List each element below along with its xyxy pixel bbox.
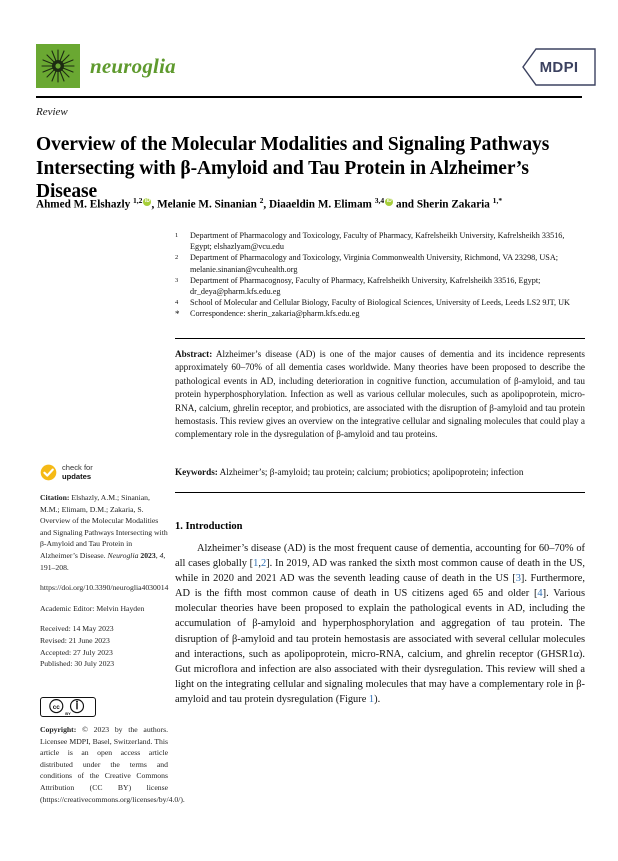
academic-editor: Academic Editor: Melvin Hayden	[40, 603, 145, 613]
publication-dates	[40, 623, 168, 669]
affiliation-marker: 1	[175, 232, 179, 239]
affiliation-text: Department of Pharmacology and Toxicology, Faculty of Pharmacy, Kafrelsheikh University, Kafrelsheikh 33516, Egypt; elshazlyam@vcu.edu	[190, 231, 565, 252]
affiliation-row	[175, 252, 585, 274]
affiliation-text: Department of Pharmacognosy, Faculty of Pharmacy, Kafrelsheikh University, Kafrelsheikh 33516, Egypt; dr_deya@pharm.kfs.edu.eg	[190, 275, 541, 297]
page-header	[36, 44, 582, 90]
abstract-divider-bottom	[175, 492, 585, 493]
check-circle-icon	[40, 464, 57, 481]
publication-date-line: Revised: 21 June 2023	[40, 635, 110, 645]
article-metadata-sidebar	[40, 492, 168, 679]
doi-link[interactable]: https://doi.org/10.3390/neuroglia4030014	[40, 583, 169, 593]
cfu-line-1: check for	[62, 463, 93, 472]
cfu-line-2: updates	[62, 472, 92, 481]
mdpi-logo[interactable]	[522, 48, 596, 86]
keywords-block	[175, 466, 585, 479]
neuroglia-neuron-icon	[36, 44, 80, 88]
keywords-text: Alzheimer’s; β-amyloid; tau protein; calcium; probiotics; apolipoprotein; infection	[219, 467, 524, 477]
section-heading-introduction: 1. Introduction	[175, 521, 243, 532]
orcid-icon[interactable]	[385, 198, 393, 206]
affiliation-text: School of Molecular and Cellular Biology, Faculty of Biological Sciences, University of Leeds, Leeds LS2 9JT, UK	[190, 298, 570, 308]
creative-commons-badge[interactable]	[40, 697, 96, 717]
article-type-label: Review	[36, 106, 68, 118]
copyright-notice: Copyright: © 2023 by the authors. Licensee MDPI, Basel, Switzerland. This article is an open access article distributed under the terms and conditions of the Creative Commons Attribution (CC BY) license (https://creativecommons.org/licenses/by/4.0/).	[40, 725, 185, 804]
affiliation-text: Correspondence: sherin_zakaria@pharm.kfs.edu.eg	[190, 309, 360, 319]
keywords-label: Keywords:	[175, 467, 218, 477]
abstract-divider-top	[175, 338, 585, 339]
affiliation-row	[175, 308, 585, 320]
publication-date-line: Published: 30 July 2023	[40, 659, 115, 669]
abstract-label: Abstract:	[175, 349, 213, 359]
check-for-updates-badge[interactable]	[40, 463, 93, 481]
affiliation-text: Department of Pharmacology and Toxicology, Virginia Commonwealth University, Richmond, VA 23298, USA; melanie.sinanian@vcuhealth.org	[190, 253, 559, 274]
affiliation-row	[175, 297, 585, 308]
abstract-block	[175, 348, 585, 442]
header-divider	[36, 96, 582, 98]
mdpi-wordmark: MDPI	[539, 58, 579, 76]
svg-text:cc: cc	[52, 704, 60, 712]
page-title: Overview of the Molecular Modalities and Signaling Pathways Intersecting with β-Amyloid and Tau Protein in Alzheimer’s Disease	[36, 134, 550, 203]
affiliation-marker: 2	[175, 254, 179, 262]
affiliation-marker: *	[175, 309, 180, 320]
affiliation-row	[175, 275, 585, 297]
svg-text:BY: BY	[65, 711, 71, 716]
publication-date-line: Accepted: 27 July 2023	[40, 647, 113, 657]
abstract-text: Alzheimer’s disease (AD) is one of the major causes of dementia and its incidence represents approximately 60–70% of all dementia cases worldwide. Many theories have been proposed to describe the pathological events in AD, including deterioration in cognitive function, accumulation of β-amyloid, and tau protein hyperphosphorylation. Infection as well as various cellular molecules, such as apolipoprotein, micro-RNA, calcium, ghrelin receptor, and probiotics, are associated with the disruption of β-amyloid and tau protein hemostasis. This review gives an overview on the integrative cellular and signaling molecules that could play a complementary role in the dysregulation of β-amyloid and tau proteins.	[175, 349, 585, 440]
citation-block: Citation: Elshazly, A.M.; Sinanian, M.M.; Elimam, D.M.; Zakaria, S. Overview of the Molecular Modalities and Signaling Pathways Intersecting with β-Amyloid and Tau Protein in Alzheimer’s Disease. Neuroglia 2023, 4, 191–208.	[40, 493, 168, 572]
author-list: Ahmed M. Elshazly $^{1,2}$ iD , Melanie M. Sinanian $^2$, Diaaeldin M. Elimam $^{3,4}$iD and Sherin Zakaria $^{1,*}$	[36, 193, 592, 213]
affiliation-list	[175, 230, 585, 321]
orcid-icon[interactable]	[143, 198, 151, 206]
check-for-updates-label	[62, 463, 93, 481]
journal-title: neuroglia	[90, 53, 176, 78]
journal-logo[interactable]	[36, 44, 176, 88]
introduction-paragraph: Alzheimer’s disease (AD) is the most frequent cause of dementia, accounting for 60–70% of all cases globally [1,2]. In 2019, AD was ranked the sixth most common cause of death in the US, while in 2020 and 2021 AD was the seventh leading cause of death in the US [3]. Furthermore, AD is the fifth most common cause of death in US citizens aged 65 and older [4]. Various molecular theories have been proposed to explain the pathological events in AD, including the accumulation of β-amyloid and hyperphosphorylation and aggregation of tau protein. The disruption of β-amyloid and tau protein hemostasis are associated with several cellular molecules and interactions, such as apolipoprotein, micro-RNA, calcium, and ghrelin receptor (GHSR1α). Gut microflora and infection are also associated with their dysregulation. This review will shed a light on the integrating cellular and signaling molecules that may have a complementary role in β-amyloid and tau protein dysregulation (Figure 1).	[175, 543, 586, 705]
affiliation-row	[175, 230, 585, 252]
affiliation-marker: 3	[175, 276, 179, 284]
publication-date-line: Received: 14 May 2023	[40, 624, 114, 634]
affiliation-marker: 4	[175, 299, 179, 307]
